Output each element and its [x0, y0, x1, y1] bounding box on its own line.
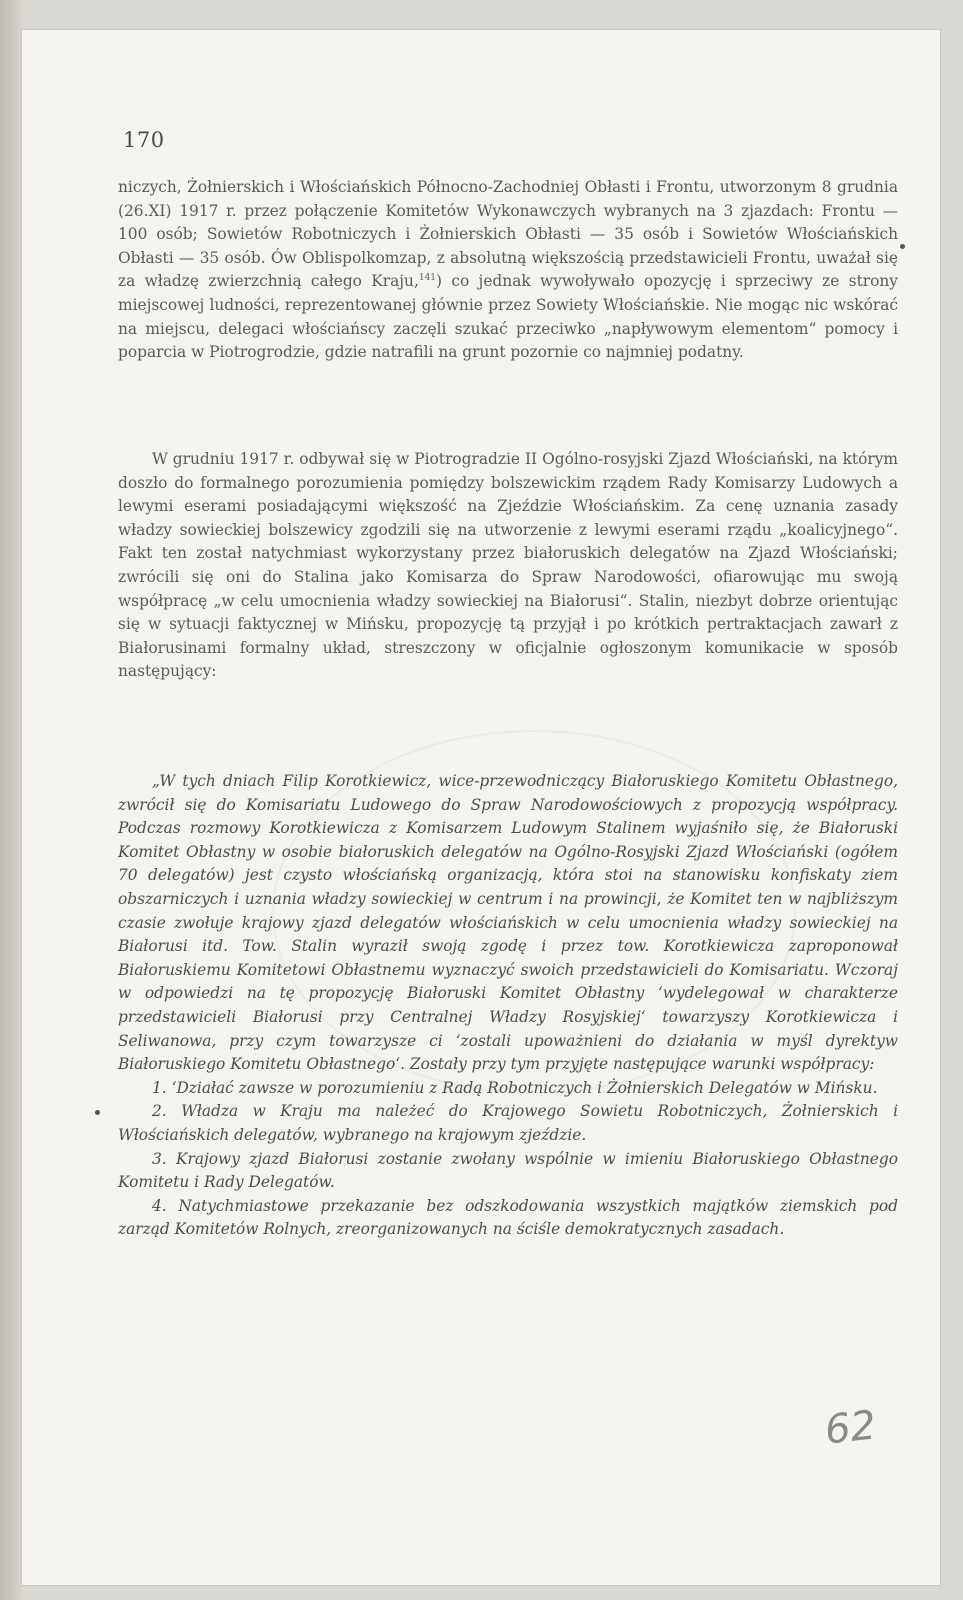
paragraph-1-text-after: ) co jednak wywoływało opozycję i sprzeciwy ze strony miejscowej ludności, reprezentowanej głównie przez Sowiety Włościańskie. Nie mogąc nic wskórać na miejscu, delegaci włościańscy zaczęli szukać przeciwko „napływowym elementom“ pomocy i poparcia w Piotrogrodzie, gdzie natrafili na grunt pozornie co najmniej podatny. [118, 272, 898, 362]
paragraph-block-2 [118, 448, 898, 684]
quoted-communique [118, 770, 898, 1242]
page-number: 170 [123, 128, 165, 152]
condition-item-4: 4. Natychmiastowe przekazanie bez odszkodowania wszystkich majątków ziemskich pod zarząd Komitetów Rolnych, zreorganizowanych na ściśle demokratycznych zasadach. [118, 1196, 898, 1239]
paragraph-1 [118, 176, 898, 365]
paragraph-2: W grudniu 1917 r. odbywał się w Piotrogradzie II Ogólno-rosyjski Zjazd Włościański, na którym doszło do formalnego porozumienia pomiędzy bolszewickim rządem Rady Komisarzy Ludowych a lewymi eserami posiadającymi większość na Zjeździe Włościańskim. Za cenę uznania zasady władzy sowieckiej bolszewicy zgodzili się na utworzenie z lewymi eserami rządu „koalicyjnego“. Fakt ten został natychmiast wykorzystany przez białoruskich delegatów na Zjazd Włościański; zwrócili się oni do Stalina jako Komisarza do Spraw Narodowości, ofiarowując mu swoją współpracę „w celu umocnienia władzy sowieckiej na Białorusi“. Stalin, niezbyt dobrze orientując się w sytuacji faktycznej w Mińsku, propozycję tą przyjął i po krótkich pertraktacjach zawarł z Białorusinami formalny układ, streszczony w oficjalnie ogłoszonym komunikacie w sposób następujący: [118, 450, 898, 681]
scan-speck [95, 1110, 100, 1115]
footnote-ref-141: 141 [418, 273, 437, 284]
paragraph-1-text: niczych, Żołnierskich i Włościańskich Północno-Zachodniej Obłasti i Frontu, utworzonym 8 grudnia (26.XI) 1917 r. przez połączenie Komitetów Wykonawczych wybranych na 3 zjazdach: Frontu — 100 osób; Sowietów Robotniczych i Żołnierskich Obłasti — 35 osób i Sowietów Włościańskich Obłasti — 35 osób. Ów Oblispolkomzap, z absolutną większością przedstawicieli Frontu, uważał się za władzę zwierzchnią całego Kraju, [118, 178, 898, 291]
quote-body: „W tych dniach Filip Korotkiewicz, wice-przewodniczący Białoruskiego Komitetu Obłastnego, zwrócił się do Komisariatu Ludowego do Spraw Narodowościowych z propozycją współpracy. Podczas rozmowy Korotkiewicza z Komisarzem Ludowym Stalinem wyjaśniło się, że Białoruski Komitet Obłastny w osobie białoruskich delegatów na Ogólno-Rosyjski Zjazd Włościański (ogółem 70 delegatów) jest czysto włościańską organizacją, która stoi na stanowisku konfiskaty ziem obszarniczych i uznania władzy sowieckiej w centrum i na prowincji, że Komitet ten w najbliższym czasie zwołuje krajowy zjazd delegatów włościańskich w celu umocnienia władzy sowieckiej na Białorusi itd. Tow. Stalin wyraził swoją zgodę i przez tow. Korotkiewicza zaproponował Białoruskiemu Komitetowi Obłastnemu wyznaczyć swoich przedstawicieli do Komisariatu. Wczoraj w odpowiedzi na tę propozycję Białoruski Komitet Obłastny ‘wydelegował w charakterze przedstawicieli Białorusi przy Centralnej Władzy Rosyjskiej‘ towarzyszy Korotkiewicza i Seliwanowa, przy czym towarzysze ci ‘zostali upoważnieni do działania w myśl dyrektyw Białoruskiego Komitetu Obłastnego‘. Zostały przy tym przyjęte następujące warunki współpracy: [118, 772, 898, 1074]
scan-margin [0, 0, 22, 1600]
scan-speck [900, 244, 905, 249]
condition-item-2: 2. Władza w Kraju ma należeć do Krajowego Sowietu Robotniczych, Żołnierskich i Włościańskich delegatów, wybranego na krajowym zjeździe. [118, 1102, 898, 1144]
condition-item-3: 3. Krajowy zjazd Białorusi zostanie zwołany wspólnie w imieniu Białoruskiego Obłastnego Komitetu i Rady Delegatów. [118, 1149, 898, 1192]
condition-item-1: 1. ‘Działać zawsze w porozumieniu z Radą Robotniczych i Żołnierskich Delegatów w Mińsku. [152, 1078, 878, 1097]
paragraph-continuation [118, 176, 898, 365]
handwritten-page-mark: 62 [822, 1402, 879, 1454]
